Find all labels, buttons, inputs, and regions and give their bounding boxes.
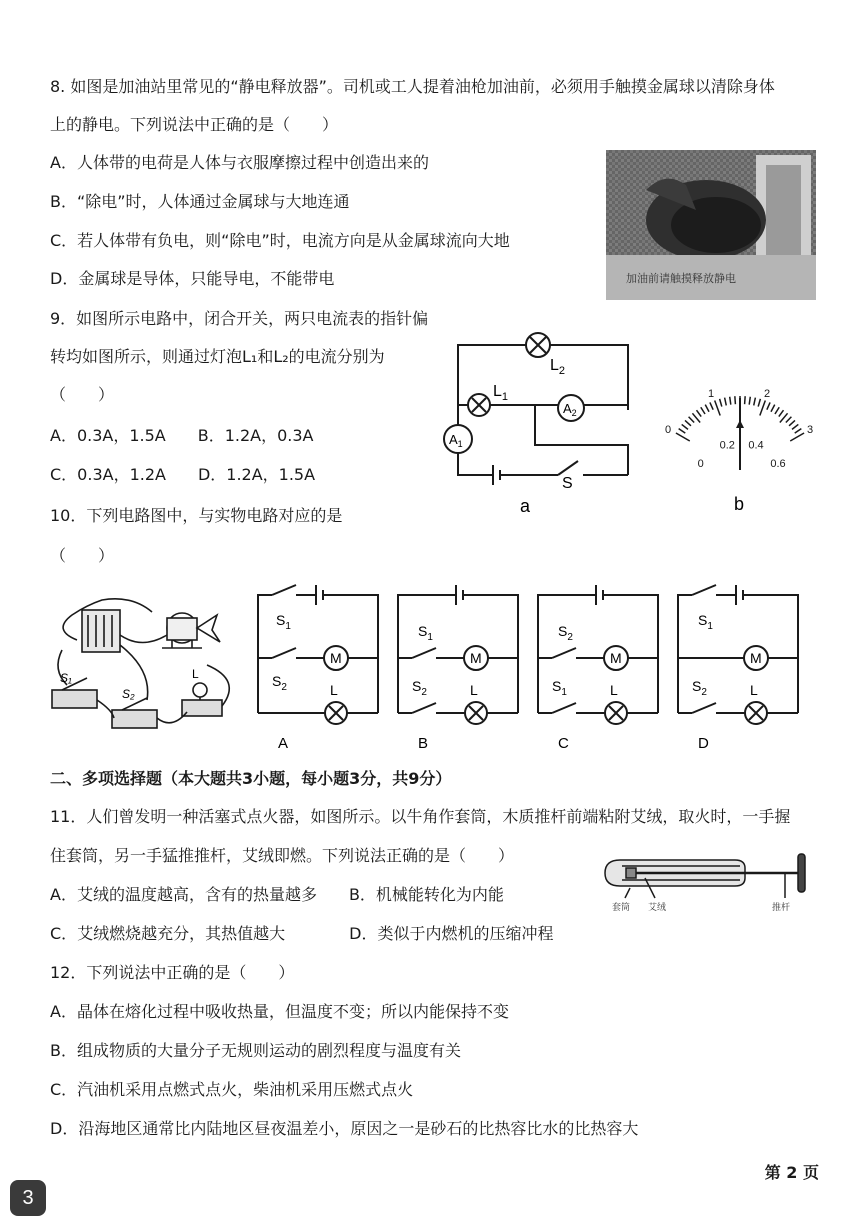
dial-tick <box>792 424 798 429</box>
dial-tick <box>771 405 775 412</box>
svg-text:a: a <box>520 496 531 516</box>
q12-option-d: D．沿海地区通常比内陆地区昼夜温差小，原因之一是砂石的比热容比水的比热容大 <box>50 1119 639 1138</box>
page-number: 第 2 页 <box>764 1163 819 1182</box>
q8-stem-line2: 上的静电。下列说法中正确的是（ ） <box>50 115 339 134</box>
q9-options-ab: A．0.3A，1.5A B．1.2A，0.3A <box>50 426 314 445</box>
svg-text:b: b <box>734 494 745 514</box>
dial-bottom-label: 0 <box>697 458 704 470</box>
q10-option-d <box>678 585 798 752</box>
dial-tick <box>697 410 702 416</box>
section2-heading: 二、多项选择题（本大题共3小题，每小题3分，共9分） <box>50 769 452 788</box>
q11-stem-line2: 住套筒，另一手猛推推杆，艾绒即燃。下列说法正确的是（ ） <box>50 846 515 865</box>
svg-text:L1: $L_1$ <box>493 383 509 403</box>
q10-option-c <box>538 585 658 752</box>
lamp-label: L <box>610 682 618 698</box>
q12-option-c: C．汽油机采用点燃式点火，柴油机采用压燃式点火 <box>50 1080 414 1099</box>
dial-tick <box>701 407 705 414</box>
dial-tick <box>735 396 736 404</box>
q11-stem-line1: 11．人们曾发明一种活塞式点火器，如图所示。以牛角作套筒，木质推杆前端粘附艾绒，取火时，一手握 <box>50 807 791 826</box>
dial-tick <box>685 420 691 425</box>
lamp-label: L <box>750 682 758 698</box>
q10-physical-circuit-sketch <box>42 590 252 740</box>
svg-text:S₁: S₁ <box>60 671 72 685</box>
dial-tick <box>679 429 686 433</box>
dial-bottom-label: 0.4 <box>748 439 764 452</box>
switch-label: $S_1$ <box>276 612 291 632</box>
svg-text:A1: $A_1$ <box>449 432 463 449</box>
q11-options-cd: C．艾绒燃烧越充分，其热值越大 D．类似于内燃机的压缩冲程 <box>50 924 554 943</box>
photo-caption: 加油前请触摸释放静电 <box>626 272 736 285</box>
dial-tick <box>725 398 727 406</box>
q10-option-b <box>398 585 518 752</box>
q12-option-a: A．晶体在熔化过程中吸收热量，但温度不变；所以内能保持不变 <box>50 1002 509 1021</box>
dial-tick <box>775 407 779 414</box>
q12-option-b: B．组成物质的大量分子无规则运动的剧烈程度与温度有关 <box>50 1041 461 1060</box>
dial-tick <box>710 402 713 409</box>
page-badge: 3 <box>10 1180 46 1216</box>
dial-tick <box>795 429 802 433</box>
q11-options-ab: A．艾绒的温度越高，含有的热量越多 B．机械能转化为内能 <box>50 885 504 904</box>
dial-tick <box>790 433 804 441</box>
dial-top-label: 1 <box>707 387 715 400</box>
q12-stem: 12．下列说法中正确的是（ ） <box>50 963 295 982</box>
q8-stem-line1: 8. 如图是加油站里常见的“静电释放器”。司机或工人提着油枪加油前，必须用手触摸金属球以清除身体 <box>50 77 775 96</box>
q9-stem-line1: 9．如图所示电路中，闭合开关，两只电流表的指针偏 <box>50 309 429 328</box>
q9-answer-paren: （ ） <box>50 385 115 404</box>
q9-meter-dial-b <box>650 360 830 520</box>
switch-label: $S_2$ <box>692 678 707 698</box>
dial-tick <box>705 405 709 412</box>
q10-option-circuits <box>248 580 808 760</box>
dial-top-label: 3 <box>807 424 814 436</box>
ammeter-a2-symbol <box>558 395 584 421</box>
dial-tick <box>682 424 688 429</box>
svg-text:L: L <box>192 667 199 681</box>
dial-tick <box>676 433 690 441</box>
switch-label: $S_2$ <box>412 678 427 698</box>
option-letter: B <box>418 735 429 752</box>
q9-options-cd: C．0.3A，1.2A D．1.2A，1.5A <box>50 465 316 484</box>
svg-text:S₂: S₂ <box>122 687 135 701</box>
igniter-label-rod: 推杆 <box>772 903 791 913</box>
q10-option-a <box>258 585 378 752</box>
q8-option-b: B．“除电”时，人体通过金属球与大地连通 <box>50 192 350 211</box>
q11-piston-igniter-figure <box>600 848 815 918</box>
motor-label: M <box>330 650 342 666</box>
motor-label: M <box>610 650 622 666</box>
dial-tick <box>758 399 760 407</box>
svg-text:A2: $A_2$ <box>563 401 577 418</box>
dial-tick <box>754 398 756 406</box>
dial-tick <box>789 420 795 425</box>
q10-stem: 10．下列电路图中，与实物电路对应的是 <box>50 506 343 525</box>
dial-top-label: 2 <box>764 387 771 400</box>
q9-circuit-diagram-a <box>438 330 638 520</box>
switch-label: $S_1$ <box>698 612 713 632</box>
ammeter-a1-symbol <box>444 425 472 453</box>
dial-tick <box>779 410 784 416</box>
static-discharger-photo <box>606 150 816 300</box>
dial-tick <box>786 417 792 423</box>
option-letter: D <box>698 735 709 752</box>
motor-label: M <box>470 650 482 666</box>
q8-option-d: D．金属球是导体，只能导电，不能带电 <box>50 269 335 288</box>
switch-label: $S_1$ <box>418 623 433 643</box>
dial-tick <box>767 402 770 409</box>
dial-bottom-label: 0.2 <box>719 439 735 452</box>
dial-tick <box>760 400 765 415</box>
q9-stem-line2: 转均如图所示，则通过灯泡L₁和L₂的电流分别为 <box>50 347 385 366</box>
dial-bottom-label: 0.6 <box>770 458 786 470</box>
dial-top-label: 0 <box>664 424 672 436</box>
dial-tick <box>720 399 722 407</box>
svg-text:L2: $L_2$ <box>550 357 566 377</box>
option-letter: C <box>558 735 569 752</box>
igniter-label-sleeve: 套筒 <box>612 903 631 913</box>
dial-tick <box>749 397 750 405</box>
motor-label: M <box>750 650 762 666</box>
lamp-l2-symbol <box>526 333 550 357</box>
dial-tick <box>715 400 720 415</box>
lamp-label: L <box>330 682 338 698</box>
q8-option-a: A．人体带的电荷是人体与衣服摩擦过程中创造出来的 <box>50 153 429 172</box>
option-letter: A <box>278 735 289 752</box>
dial-tick <box>745 396 746 404</box>
svg-text:S: S <box>562 475 573 492</box>
igniter-label-moxa: 艾绒 <box>648 903 667 913</box>
switch-label: $S_2$ <box>272 673 287 693</box>
q8-option-c: C．若人体带有负电，则“除电”时，电流方向是从金属球流向大地 <box>50 231 510 250</box>
lamp-label: L <box>470 682 478 698</box>
switch-label: $S_1$ <box>552 678 567 698</box>
lamp-l1-symbol <box>468 394 490 416</box>
q10-answer-paren: （ ） <box>50 546 115 565</box>
switch-label: $S_2$ <box>558 623 573 643</box>
dial-tick <box>689 417 695 423</box>
dial-tick <box>730 397 731 405</box>
